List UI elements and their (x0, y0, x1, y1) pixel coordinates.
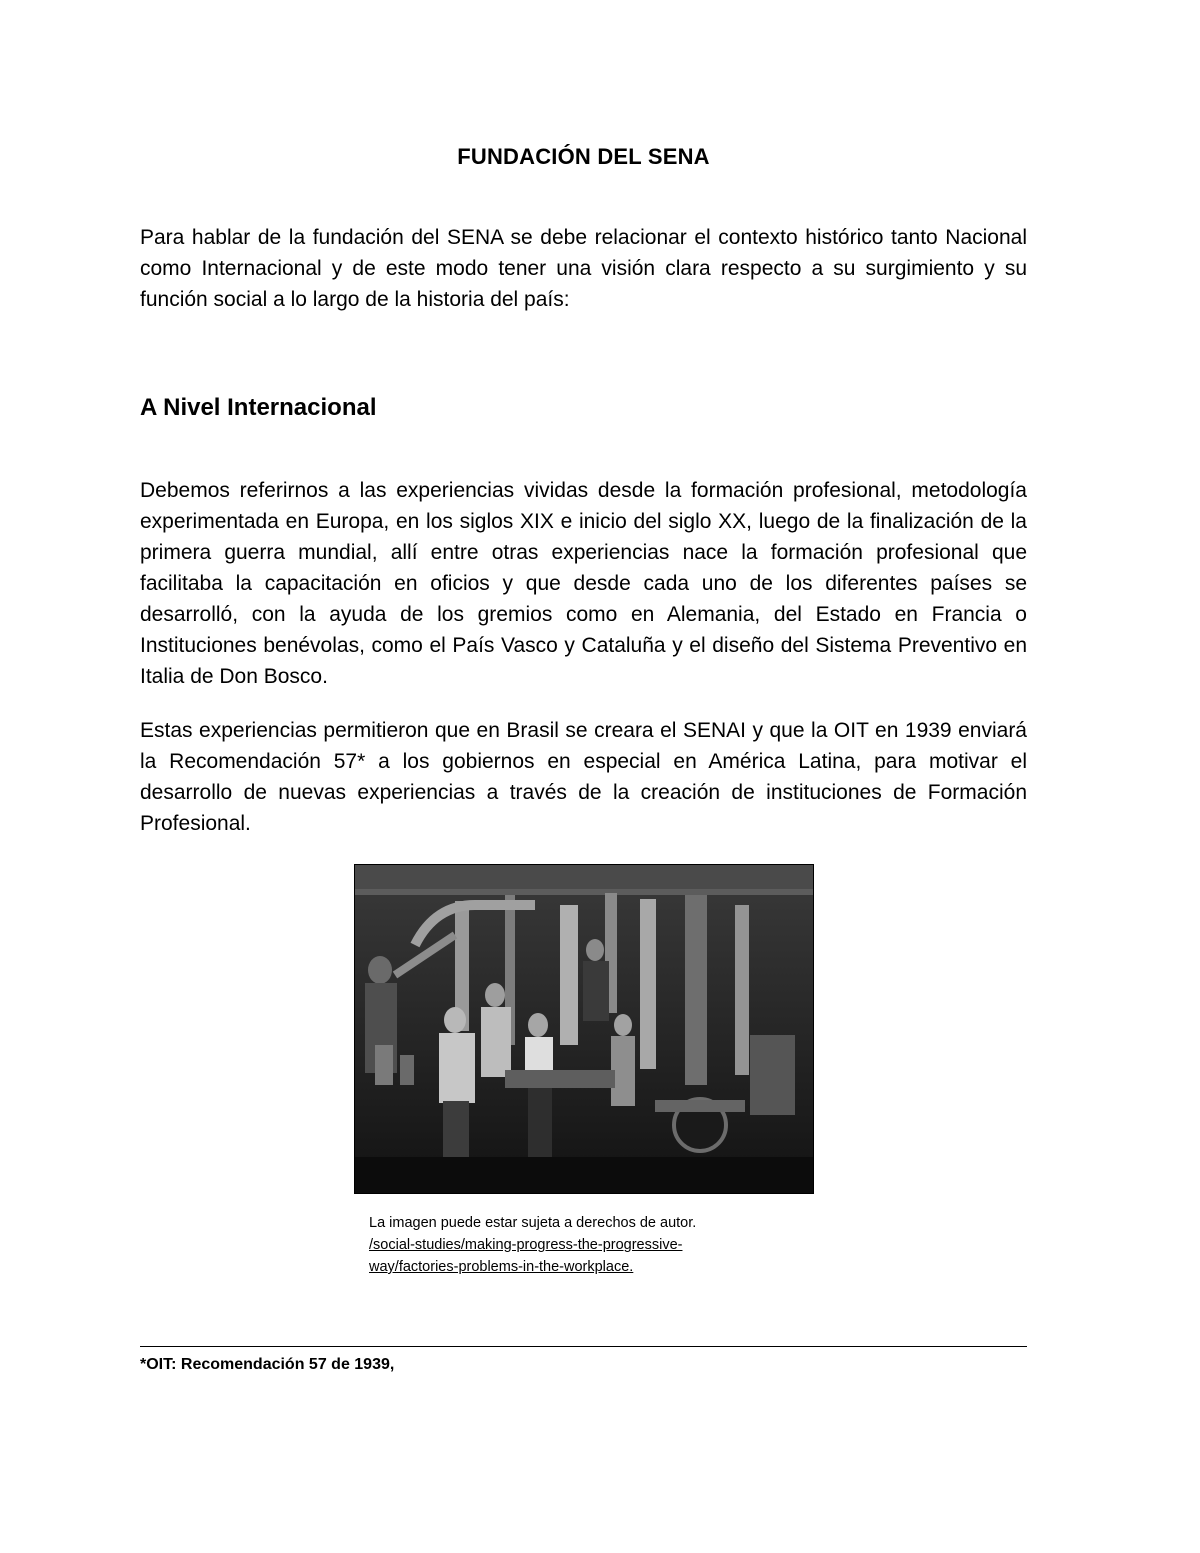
footnote-divider (140, 1346, 1027, 1347)
source-link-line-1[interactable]: /social-studies/making-progress-the-progressive- (369, 1237, 683, 1253)
factory-photo (354, 864, 814, 1194)
image-caption (369, 1212, 789, 1278)
factory-photo-icon (355, 865, 813, 1193)
section-heading: A Nivel Internacional (140, 394, 377, 421)
body-paragraph-2: Estas experiencias permitieron que en Brasil se creara el SENAI y que la OIT en 1939 enviará la Recomendación 57* a los gobiernos en especial en América Latina, para motivar el desarrollo de nuevas experiencias a través de la creación de instituciones de Formación Profesional. (140, 719, 1027, 835)
source-link-line-2[interactable]: way/factories-problems-in-the-workplace. (369, 1259, 634, 1275)
intro-paragraph: Para hablar de la fundación del SENA se debe relacionar el contexto histórico tanto Nacional como Internacional y de este modo tener una visión clara respecto a su surgimiento y su función social a lo largo de la historia del país: (140, 226, 1027, 311)
page-title: FUNDACIÓN DEL SENA (457, 144, 710, 169)
body-paragraph-1: Debemos referirnos a las experiencias vividas desde la formación profesional, metodología experimentada en Europa, en los siglos XIX e inicio del siglo XX, luego de la finalización de la primera guerra mundial, allí entre otras experiencias nace la formación profesional que facilitaba la capacitación en oficios y que desde cada uno de los diferentes países se desarrolló, con la ayuda de los gremios como en Alemania, del Estado en Francia o Instituciones benévolas, como el País Vasco y Cataluña y el diseño del Sistema Preventivo en Italia de Don Bosco. (140, 479, 1027, 688)
copyright-notice: La imagen puede estar sujeta a derechos de autor. (369, 1215, 697, 1231)
footnote: *OIT: Recomendación 57 de 1939, (140, 1356, 395, 1373)
